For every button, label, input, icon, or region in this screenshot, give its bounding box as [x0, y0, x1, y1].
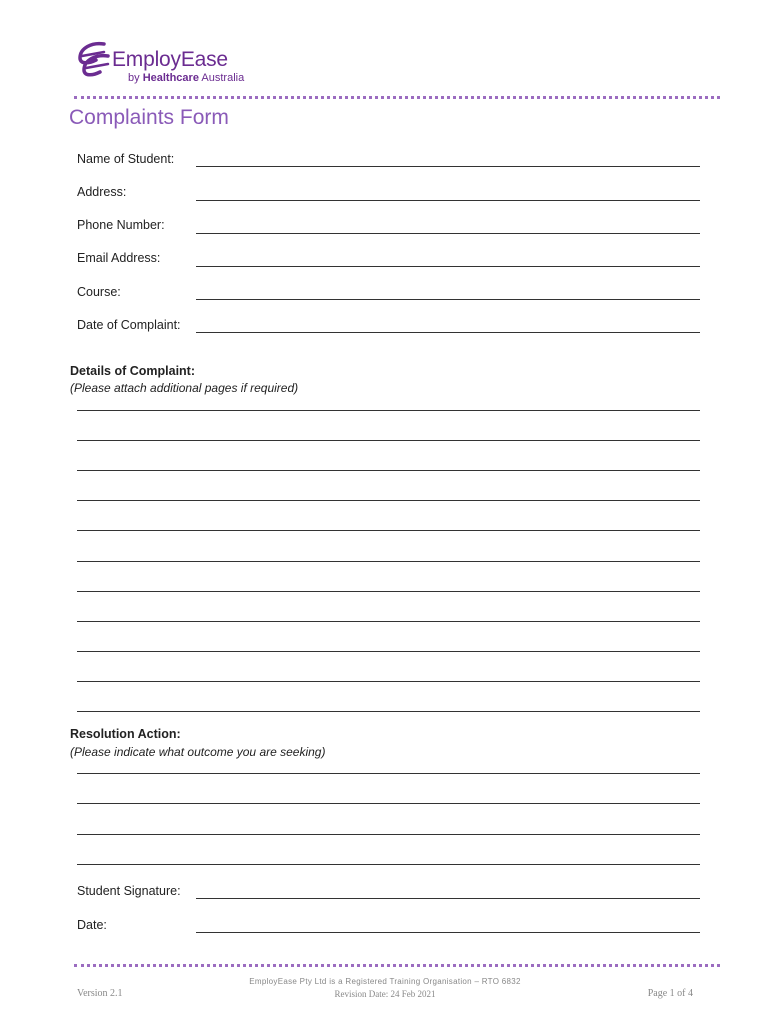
field-label-phone: Phone Number:	[77, 218, 165, 232]
field-label-course: Course:	[77, 285, 121, 299]
details-line[interactable]	[77, 591, 700, 592]
resolution-note: (Please indicate what outcome you are seeking)	[70, 745, 326, 759]
details-line[interactable]	[77, 711, 700, 712]
details-line[interactable]	[77, 530, 700, 531]
footer-version: Version 2.1	[77, 988, 123, 999]
field-label-email: Email Address:	[77, 251, 161, 265]
date-of-complaint-field[interactable]	[196, 332, 700, 333]
field-label-name: Name of Student:	[77, 152, 175, 166]
brand-name: EmployEase	[112, 48, 228, 71]
details-line[interactable]	[77, 500, 700, 501]
footer-divider	[74, 964, 720, 967]
resolution-line[interactable]	[77, 773, 700, 774]
footer-page-number: Page 1 of 4	[647, 988, 693, 999]
signature-field[interactable]	[196, 898, 700, 899]
details-heading: Details of Complaint:	[70, 364, 196, 378]
resolution-heading: Resolution Action:	[70, 727, 181, 741]
phone-field[interactable]	[196, 233, 700, 234]
date-label: Date:	[77, 918, 107, 932]
course-field[interactable]	[196, 299, 700, 300]
logo-mark-icon	[74, 38, 114, 82]
details-line[interactable]	[77, 621, 700, 622]
details-line[interactable]	[77, 470, 700, 471]
footer-revision: Revision Date: 24 Feb 2021	[334, 989, 436, 999]
resolution-line[interactable]	[77, 803, 700, 804]
name-field[interactable]	[196, 166, 700, 167]
resolution-line[interactable]	[77, 864, 700, 865]
details-line[interactable]	[77, 440, 700, 441]
details-line[interactable]	[77, 561, 700, 562]
details-line[interactable]	[77, 410, 700, 411]
field-label-date-of-complaint: Date of Complaint:	[77, 318, 181, 332]
address-field[interactable]	[196, 200, 700, 201]
field-label-address: Address:	[77, 185, 127, 199]
signature-label: Student Signature:	[77, 884, 181, 898]
page-title: Complaints Form	[69, 106, 229, 129]
details-note: (Please attach additional pages if required)	[70, 381, 299, 395]
resolution-line[interactable]	[77, 834, 700, 835]
brand-subtitle: by Healthcare Australia	[128, 72, 245, 84]
email-field[interactable]	[196, 266, 700, 267]
date-field[interactable]	[196, 932, 700, 933]
footer-rto: EmployEase Pty Ltd is a Registered Training Organisation – RTO 6832	[249, 977, 521, 986]
footer-center	[180, 975, 590, 1001]
details-line[interactable]	[77, 681, 700, 682]
header-divider	[74, 96, 720, 99]
details-line[interactable]	[77, 651, 700, 652]
